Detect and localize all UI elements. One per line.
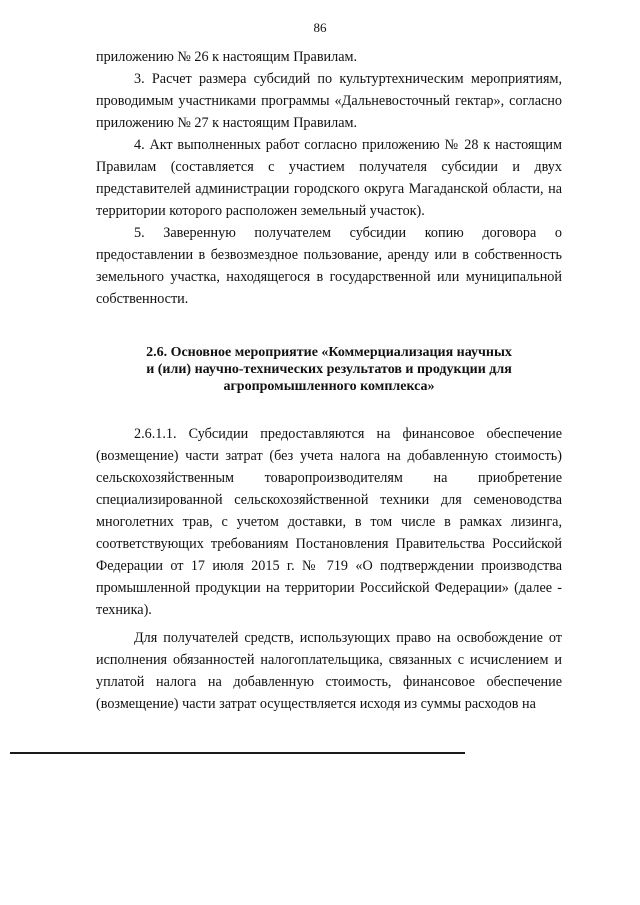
section-heading <box>96 344 562 395</box>
paragraph-continuation: приложению № 26 к настоящим Правилам. <box>96 49 358 65</box>
document-body <box>96 46 562 715</box>
paragraph-item-3: 3. Расчет размера субсидий по культуртехническим мероприятиям, проводимым участниками программы «Дальневосточный гектар», согласно приложению № 27 к настоящим Правилам. <box>96 71 562 131</box>
heading-line-3: агропромышленного комплекса» <box>223 379 435 394</box>
footer-divider <box>10 752 465 754</box>
paragraph-vat-exempt: Для получателей средств, использующих право на освобождение от исполнения обязанностей налогоплательщика, связанных с исчислением и уплатой налога на добавленную стоимость, финансовое обеспечение (возмещение) части затрат осуществляется исходя из суммы расходов на <box>96 630 562 712</box>
page-number: 86 <box>313 20 327 35</box>
heading-line-1: 2.6. Основное мероприятие «Коммерциализация научных <box>146 345 512 360</box>
paragraph-item-5: 5. Заверенную получателем субсидии копию договора о предоставлении в безвозмездное пользование, аренду или в собственность земельного участка, находящегося в государственной или муниципальной собственности. <box>96 225 562 307</box>
heading-line-2: и (или) научно-технических результатов и продукции для <box>146 362 512 377</box>
paragraph-item-4: 4. Акт выполненных работ согласно приложению № 28 к настоящим Правилам (составляется с участием получателя субсидии и двух представителей администрации городского округа Магаданской области, на территории которого расположен земельный участок). <box>96 137 562 219</box>
paragraph-2-6-1-1: 2.6.1.1. Субсидии предоставляются на финансовое обеспечение (возмещение) части затрат (без учета налога на добавленную стоимость) сельскохозяйственным товаропроизводителям на приобретение специализированной сельскохозяйственной техники для семеноводства многолетних трав, с учетом доставки, в том числе в рамках лизинга, соответствующих требованиям Постановления Правительства Российской Федерации от 17 июля 2015 г. № 719 «О подтверждении производства промышленной продукции на территории Российской Федерации» (далее - техника). <box>96 426 562 618</box>
